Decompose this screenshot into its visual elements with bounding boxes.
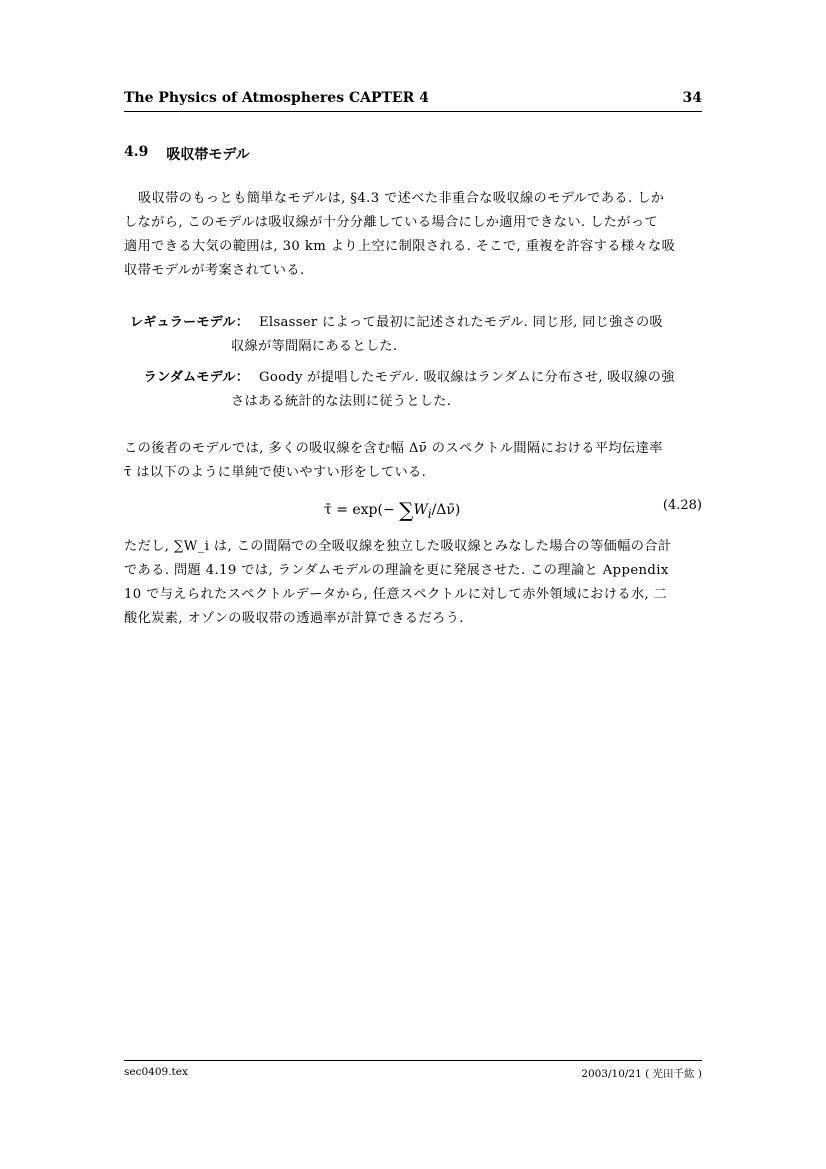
equation-lhs: τ̄ = exp(−: [324, 502, 395, 518]
section-title: 吸収帯モデル: [166, 147, 250, 163]
definition-text: Goody が提唱したモデル. 吸収線はランダムに分布させ, 吸収線の強: [259, 370, 675, 385]
definition-text: 収線が等間隔にあるとした.: [231, 339, 398, 354]
definition-random-model: [124, 366, 702, 414]
text-line: 酸化炭素, オゾンの吸収帯の透過率が計算できるだろう.: [124, 611, 464, 626]
text-line: τ̄ は以下のように単純で使いやすい形をしている.: [124, 465, 427, 480]
sum-symbol: ∑: [399, 498, 414, 522]
equation-block: [124, 498, 702, 526]
footer-rule: [124, 1060, 702, 1061]
equation-number: (4.28): [662, 498, 702, 513]
definition-term: ランダムモデル：: [143, 370, 249, 385]
equation-tail: /Δν̄): [431, 502, 461, 518]
text-line: しながら, このモデルは吸収線が十分分離している場合にしか適用できない. したがって: [124, 215, 659, 230]
header-rule: [124, 111, 702, 112]
paragraph-2: [124, 437, 702, 485]
text-line: この後者のモデルでは, 多くの吸収線を含む幅 Δν̄ のスペクトル間隔における平均伝達率: [124, 441, 663, 456]
definition-text: Elsasser によって最初に記述されたモデル. 同じ形, 同じ強さの吸: [259, 315, 664, 330]
text-line: 収帯モデルが考案されている.: [124, 263, 305, 278]
running-head: [124, 90, 702, 106]
text-line: 10 で与えられたスペクトルデータから, 任意スペクトルに対して赤外領域における水, 二: [124, 587, 668, 602]
running-head-title: The Physics of Atmospheres CAPTER 4: [124, 90, 429, 106]
section-heading: [124, 144, 250, 164]
page-number: 34: [682, 90, 702, 106]
definition-text: さはある統計的な法則に従うとした.: [231, 394, 452, 409]
footer: [124, 1066, 702, 1081]
equation-subscript: i: [427, 506, 432, 521]
text-line: ただし, ∑W_i は, この間隔での全吸収線を独立した吸収線とみなした場合の等価幅の合計: [124, 539, 672, 554]
section-number: 4.9: [124, 144, 149, 160]
text-line: である. 問題 4.19 では, ランダムモデルの理論を更に発展させた. この理論と Appendix: [124, 563, 669, 578]
text-line: 吸収帯のもっとも簡単なモデルは, §4.3 で述べた非重合な吸収線のモデルである. しか: [138, 191, 665, 206]
equation-variable: W: [413, 502, 428, 518]
footer-date-author: 2003/10/21 ( 光田千紘 ): [581, 1068, 702, 1080]
equation: [324, 498, 460, 522]
footer-filename: sec0409.tex: [124, 1066, 188, 1078]
definition-regular-model: [124, 311, 702, 359]
paragraph-1: [124, 187, 702, 283]
text-line: 適用できる大気の範囲は, 30 km より上空に制限される. そこで, 重複を許容する様々な吸: [124, 239, 676, 254]
paragraph-3: [124, 535, 702, 631]
definition-term: レギュラーモデル：: [129, 315, 249, 330]
